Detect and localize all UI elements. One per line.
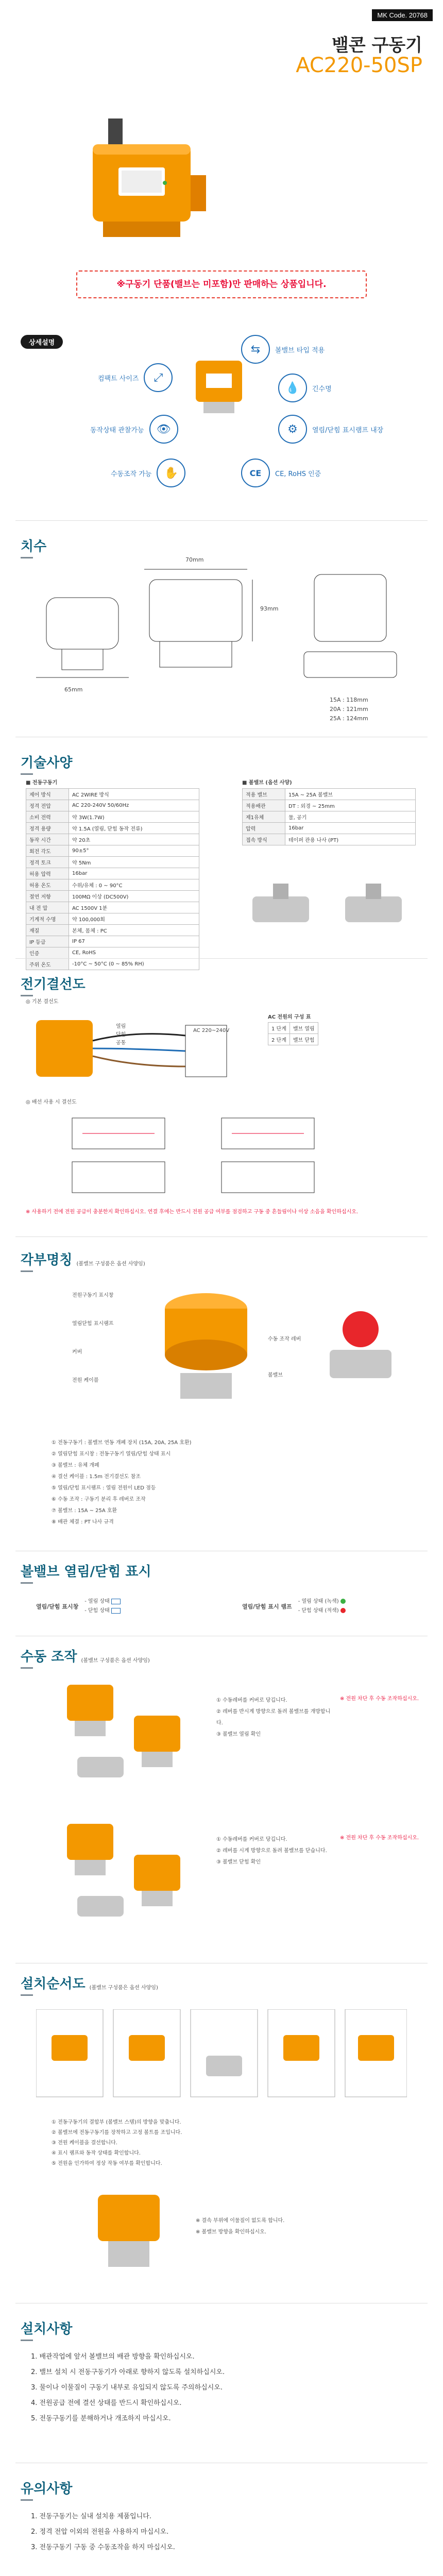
feature-label: CE, RoHS 인증	[275, 470, 321, 478]
table-row	[243, 789, 416, 800]
table-row-label: 정격 전압	[26, 800, 69, 811]
manual-open-images	[57, 1680, 206, 1798]
manual-subtitle: (볼밸브 구성품은 옵션 사양임)	[81, 1658, 150, 1664]
feature-label: 긴수명	[312, 385, 332, 393]
manual-open-steps	[216, 1695, 335, 1740]
list-item: ※ 결속 부위에 이물질이 없도록 합니다.	[196, 2218, 285, 2224]
table-row-value: 물, 공기	[285, 811, 416, 823]
list-item: 1. 전동구동기는 실내 설치용 제품입니다.	[31, 2513, 151, 2520]
table-row-label: 절연 저항	[26, 891, 69, 902]
list-item: ③ 볼밸브 닫힘 확인	[216, 1859, 261, 1865]
list-item: ① 수동레버를 커버로 당깁니다.	[216, 1837, 287, 1842]
wiring-heading: 전기결선도	[21, 974, 86, 996]
install-cautions-heading: 설치사항	[21, 2318, 72, 2341]
list-item: 4. 전원공급 전에 결선 상태를 반드시 확인하십시오.	[31, 2399, 182, 2407]
lamp-led-panel	[242, 1597, 346, 1616]
table-row-label: 회전 각도	[26, 845, 69, 857]
state-open: - 열림 상태	[84, 1597, 121, 1606]
table-row	[26, 868, 199, 879]
feature-label: 볼밸브 타입 적용	[275, 346, 325, 354]
product-notice: ※구동기 단품(밸브는 미포함)만 판매하는 상품입니다.	[76, 270, 367, 298]
dimension-width: 70mm	[185, 556, 204, 563]
table-row: 1 단계 밸브 열림	[268, 1023, 318, 1034]
list-item: 5. 전동구동기를 분해하거나 개조하지 마십시오.	[31, 2415, 171, 2422]
part-label: 열림닫힘 표시램프	[72, 1321, 114, 1327]
table-row	[26, 925, 199, 936]
list-item: ③ 볼밸브 열림 확인	[216, 1732, 261, 1737]
wiring-config-table	[268, 1012, 318, 1045]
table-row	[26, 834, 199, 845]
table-row	[26, 891, 199, 902]
part-label: 볼밸브	[268, 1372, 283, 1378]
feature-label: 컴팩트 사이즈	[98, 375, 139, 383]
table-row-value: CE, RoHS	[69, 947, 199, 959]
valve-spec-title: ■ 볼밸브 (옵션 사양)	[242, 780, 292, 786]
hero-product-image	[88, 118, 211, 247]
table-row-value: IP 67	[69, 936, 199, 947]
dimension-height: 93mm	[260, 605, 279, 612]
feature-item-observe	[90, 415, 178, 444]
table-row-value: 90±5°	[69, 845, 199, 857]
feature-item-manual	[111, 459, 185, 487]
table-row-value: 100MΩ 이상 (DC500V)	[69, 891, 199, 902]
divider	[15, 1236, 428, 1237]
lamp-led-states	[298, 1597, 346, 1616]
wire-label: 공통	[116, 1040, 126, 1046]
feature-item-compact	[98, 363, 173, 392]
table-row-value: DT : 외경 ~ 25mm	[285, 800, 416, 811]
feature-label: 수동조작 가능	[111, 470, 152, 478]
table-row	[26, 823, 199, 834]
table-row	[26, 845, 199, 857]
table-row	[26, 913, 199, 925]
table-row	[26, 857, 199, 868]
table-row	[26, 879, 199, 891]
compact-icon: ⤢	[144, 363, 173, 392]
wiring-diagram-basic	[31, 1010, 237, 1087]
dimension-depth: 65mm	[64, 686, 83, 693]
install-heading: 설치순서도	[21, 1973, 86, 1996]
table-row-label: 제어 방식	[26, 789, 69, 800]
wiring-sub-cable: ◎ 배선 사용 시 결선도	[26, 1099, 77, 1105]
install-extra-notes	[196, 2215, 402, 2238]
table-row	[243, 800, 416, 811]
manual-close-warning: ※ 전원 차단 후 수동 조작하십시오.	[340, 1835, 419, 1841]
part-label: 전원구동기 표시창	[72, 1293, 114, 1298]
product-title: 밸콘 구동기	[331, 35, 422, 56]
hand-icon: ✋	[157, 459, 185, 487]
table-row-label: 소비 전력	[26, 811, 69, 823]
wiring-sub-basic: ◎ 기본 결선도	[26, 999, 59, 1005]
features-center-actuator	[191, 355, 247, 417]
dimension-drawing-front	[134, 564, 258, 688]
table-row-label: IP 등급	[26, 936, 69, 947]
height-row: 20A : 121mm	[330, 706, 368, 713]
gear-icon: ⚙	[278, 415, 307, 444]
feature-label: 열림/닫힘 표시램프 내장	[312, 426, 384, 434]
list-item: 2. 밸브 설치 시 전동구동기가 아래로 향하지 않도록 설치하십시오.	[31, 2368, 225, 2376]
manual-open-warning: ※ 전원 차단 후 수동 조작하십시오.	[340, 1696, 419, 1702]
wiring-box-label: AC 220~240V	[193, 1028, 230, 1033]
list-item: ④ 결선 케이블 : 1.5m 전기결선도 참조	[52, 1474, 141, 1480]
table-row-label: 접속 방식	[243, 834, 285, 845]
list-item: ③ 전원 케이블을 결선합니다.	[52, 2140, 117, 2146]
list-item: 3. 전동구동기 구동 중 수동조작을 하지 마십시오.	[31, 2544, 175, 2551]
valve-spec-table	[242, 788, 416, 845]
parts-heading-row	[21, 1249, 145, 1272]
wiring-diagram-cable	[52, 1113, 371, 1200]
table-row	[26, 811, 199, 823]
feature-item-lamp	[278, 415, 383, 444]
list-item: ⑤ 전원을 인가하여 정상 작동 여부를 확인합니다.	[52, 2161, 162, 2166]
table-row-value: 약 5Nm	[69, 857, 199, 868]
parts-valve-image	[314, 1303, 407, 1391]
flow-icon: ⇆	[241, 335, 270, 364]
list-item: ⑤ 열림/닫힘 표시램프 : 열림 전원이 LED 점등	[52, 1485, 156, 1491]
valve-option-images	[247, 876, 412, 933]
table-row-label: 주위 온도	[26, 959, 69, 970]
list-item: 2. 정격 전압 이외의 전원을 사용하지 마십시오.	[31, 2528, 169, 2536]
table-row-value: AC 2WIRE 방식	[69, 789, 199, 800]
table-row-value: AC 220-240V 50/60Hz	[69, 800, 199, 811]
feature-label: 동작상태 관찰가능	[90, 426, 144, 434]
table-row-value: 16bar	[285, 823, 416, 834]
height-row: 15A : 118mm	[330, 697, 368, 703]
install-subtitle: (볼밸브 구성품은 옵션 사양임)	[89, 1985, 158, 1991]
features-section-label: 상세설명	[21, 335, 63, 349]
use-cautions-list	[31, 2509, 422, 2555]
table-row-value: 16bar	[69, 868, 199, 879]
wire-label: 닫힘	[116, 1032, 126, 1038]
manual-close-steps	[216, 1834, 335, 1868]
list-item: ① 전동구동기의 결합부 (볼밸브 스템)의 방향을 맞춥니다.	[52, 2120, 181, 2125]
drop-icon: 💧	[278, 374, 307, 402]
list-item: ② 레버를 시계 방향으로 돌려 볼밸브를 닫습니다.	[216, 1848, 327, 1854]
red-led-icon	[340, 1608, 346, 1613]
list-item: ⑧ 배관 체결 : PT 나사 규격	[52, 1519, 114, 1525]
lamp-led-label: 열림/닫힘 표시 램프	[242, 1603, 292, 1610]
table-row-label: 허용 온도	[26, 879, 69, 891]
use-cautions-heading: 유의사항	[21, 2478, 72, 2501]
table-row-label: 적용배관	[243, 800, 285, 811]
lamp-window-panel	[36, 1597, 121, 1616]
height-by-size-list	[330, 696, 368, 723]
table-row-value: 약 100,000회	[69, 913, 199, 925]
lamp-window-label: 열림/닫힘 표시창	[36, 1603, 79, 1610]
specs-heading: 기술사양	[21, 752, 72, 775]
list-item: 3. 물이나 이물질이 구동기 내부로 유입되지 않도록 주의하십시오.	[31, 2384, 223, 2392]
lamp-window-states	[84, 1597, 121, 1616]
table-row-label: 적용 밸브	[243, 789, 285, 800]
wiring-wire-labels	[116, 1023, 126, 1047]
part-label: 커버	[72, 1349, 82, 1355]
table-row-label: 재질	[26, 925, 69, 936]
feature-item-ce	[241, 459, 321, 487]
parts-subtitle: (볼밸브 구성품은 옵션 사양임)	[76, 1261, 145, 1267]
parts-list	[52, 1437, 402, 1528]
parts-heading: 각부명칭	[21, 1249, 72, 1272]
dimension-drawing-top	[31, 572, 134, 685]
part-label: 수동 조작 레버	[268, 1336, 301, 1342]
install-steps	[52, 2117, 402, 2169]
lamp-heading: 볼밸브 열림/닫힘 표시	[21, 1561, 151, 1584]
parts-actuator-image	[149, 1283, 263, 1412]
state-close: - 닫힘 상태 (적색)	[298, 1606, 346, 1616]
table-row: 2 단계 밸브 닫힘	[268, 1034, 318, 1045]
install-detail-image	[77, 2190, 180, 2282]
state-close: - 닫힘 상태	[84, 1606, 121, 1616]
list-item: ⑦ 볼밸브 : 15A ~ 25A 호환	[52, 1508, 117, 1514]
table-row-label: 기계적 수명	[26, 913, 69, 925]
divider	[15, 520, 428, 521]
dimensions-heading: 치수	[21, 536, 46, 558]
dimension-drawing-side	[299, 564, 402, 688]
table-row-label: 인증	[26, 947, 69, 959]
actuator-spec-title: ■ 전동구동기	[26, 780, 58, 786]
list-item: ③ 볼밸브 : 유체 개폐	[52, 1463, 99, 1468]
table-row	[26, 789, 199, 800]
table-row-value: 테이퍼 관용 나사 (PT)	[285, 834, 416, 845]
product-code-badge: MK Code. 20768	[372, 9, 433, 21]
wiring-table-title: AC 전원의 구성 표	[268, 1014, 311, 1020]
table-row	[243, 834, 416, 845]
table-row-value: 15A ~ 25A 볼밸브	[285, 789, 416, 800]
install-cautions-list	[31, 2349, 422, 2427]
wiring-note: ※ 사용하기 전에 전원 공급이 충분한지 확인하십시오. 연결 후에는 반드시 전원 공급 여부를 점검하고 구동 중 흔들림이나 이상 소음을 확인하십시오.	[26, 1209, 359, 1215]
table-row-label: 동작 시간	[26, 834, 69, 845]
table-row	[26, 800, 199, 811]
table-row	[243, 811, 416, 823]
list-item: 1. 배관작업에 앞서 볼밸브의 배관 방향을 확인하십시오.	[31, 2353, 195, 2361]
ce-icon: CE	[241, 459, 270, 487]
actuator-spec-table	[26, 788, 199, 970]
table-row-value: 약 20초	[69, 834, 199, 845]
wire-label: 열림	[116, 1024, 126, 1029]
table-row	[26, 947, 199, 959]
table-row-label: 허용 압력	[26, 868, 69, 879]
table-row	[26, 959, 199, 970]
table-row-value: 약 1.5A (열림, 닫힘 동작 전류)	[69, 823, 199, 834]
list-item: ① 수동레버를 커버로 당깁니다.	[216, 1698, 287, 1703]
product-model: AC220-50SP	[296, 54, 422, 77]
feature-item-ballvalve	[241, 335, 325, 364]
manual-heading-row	[21, 1646, 150, 1669]
table-row-value: 수위/유체 : 0 ~ 90°C	[69, 879, 199, 891]
list-item: ④ 표시 램프와 동작 상태를 확인합니다.	[52, 2150, 141, 2156]
table-row-label: 정격 토크	[26, 857, 69, 868]
height-row: 25A : 124mm	[330, 715, 368, 722]
feature-item-longlife	[278, 374, 332, 402]
table-row-value: 본체, 몸체 : PC	[69, 925, 199, 936]
table-row-value: 약 3W(1.7W)	[69, 811, 199, 823]
table-row-value: AC 1500V 1분	[69, 902, 199, 913]
list-item: ② 레버를 반시계 방향으로 돌려 볼밸브를 개방합니다.	[216, 1709, 331, 1726]
table-row-label: 제1유체	[243, 811, 285, 823]
eye-icon: 👁	[149, 415, 178, 444]
list-item: ⑥ 수동 조작 : 구동기 분리 후 레버로 조작	[52, 1497, 146, 1502]
list-item: ② 볼밸브에 전동구동기를 장착하고 고정 볼트를 조입니다.	[52, 2130, 182, 2136]
manual-close-images	[57, 1819, 206, 1937]
state-open: - 열림 상태 (녹색)	[298, 1597, 346, 1606]
part-label: 전원 케이블	[72, 1378, 99, 1383]
list-item: ① 전동구동기 : 볼밸브 연동 개폐 장치 (15A, 20A, 25A 호환)	[52, 1440, 192, 1446]
table-row-label: 정격 용량	[26, 823, 69, 834]
divider	[15, 958, 428, 959]
table-row-label: 압력	[243, 823, 285, 834]
table-row	[243, 823, 416, 834]
list-item: ② 열림닫힘 표시창 : 전동구동기 열림/닫힘 상태 표시	[52, 1451, 171, 1457]
table-row-label: 내 전 압	[26, 902, 69, 913]
install-step-images	[36, 2009, 407, 2102]
manual-heading: 수동 조작	[21, 1646, 77, 1669]
table-row	[26, 902, 199, 913]
install-heading-row	[21, 1973, 158, 1996]
green-led-icon	[340, 1599, 346, 1604]
table-row	[26, 936, 199, 947]
table-row-value: -10°C ~ 50°C (0 ~ 85% RH)	[69, 959, 199, 970]
list-item: ※ 볼밸브 방향을 확인하십시오.	[196, 2229, 267, 2235]
